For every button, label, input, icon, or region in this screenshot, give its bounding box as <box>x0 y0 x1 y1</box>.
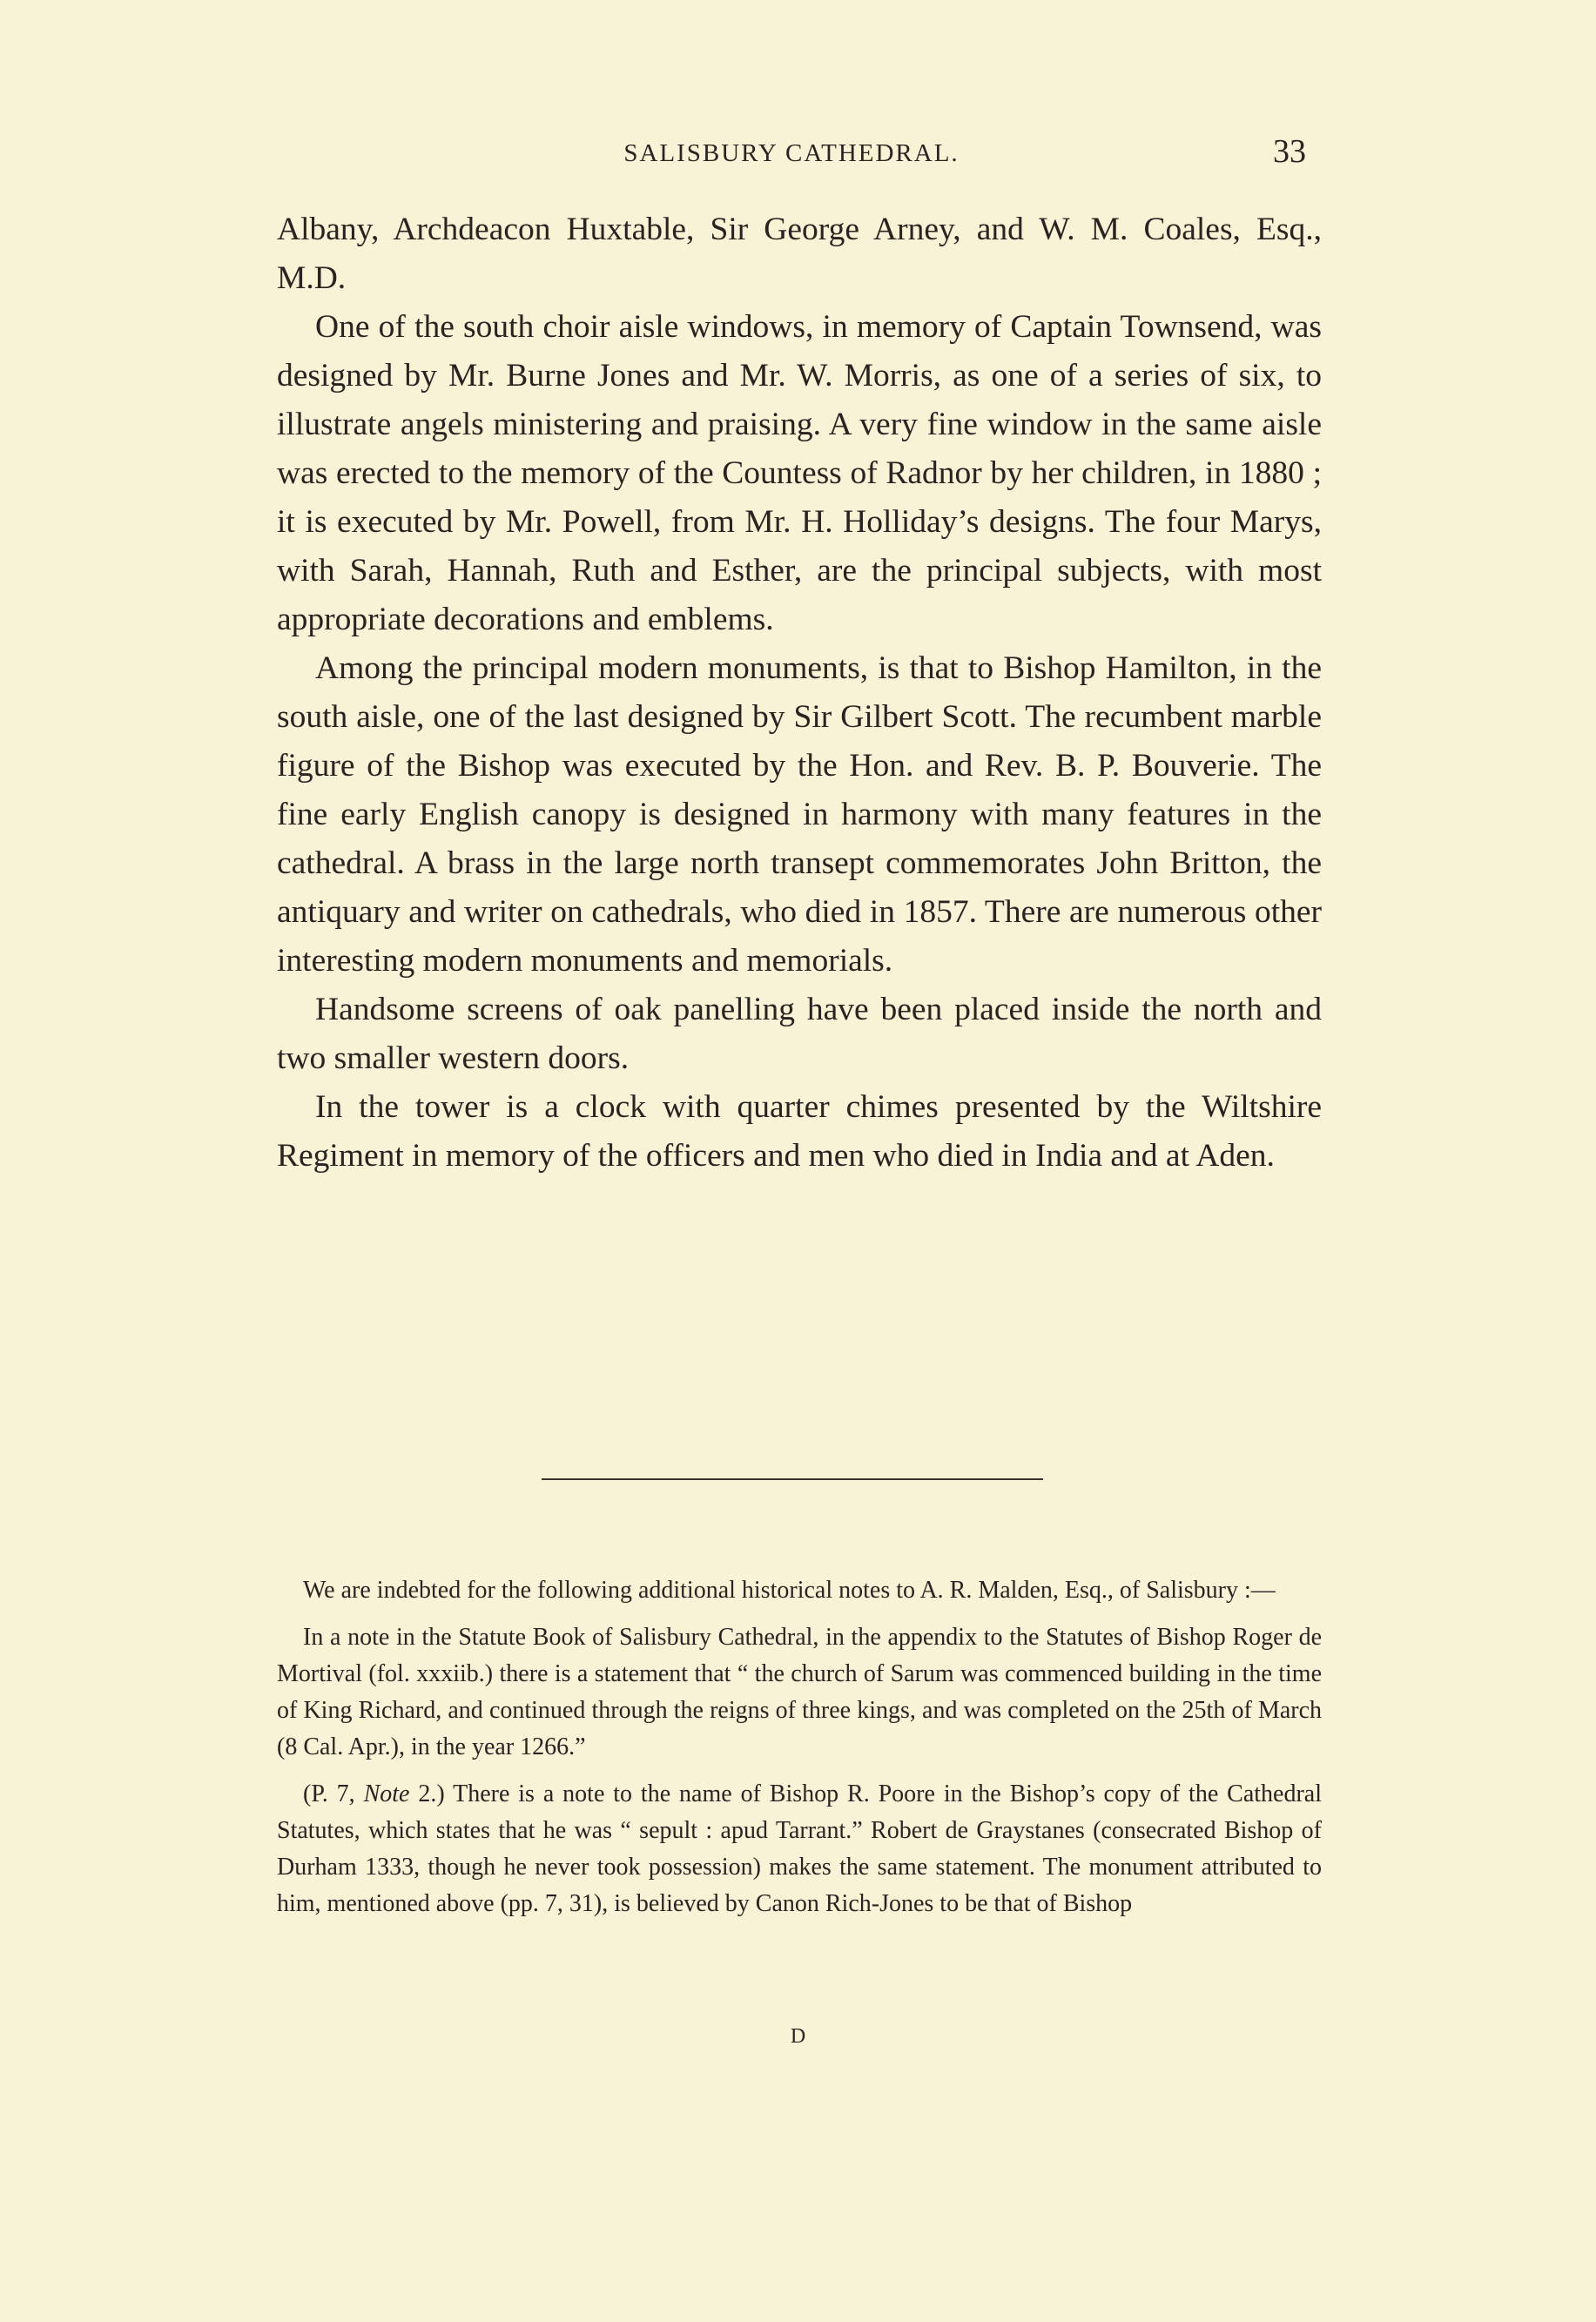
paragraph: Albany, Archdeacon Huxtable, Sir George Arney, and W. M. Coales, Esq., M.D. <box>277 212 1322 296</box>
paragraph: One of the south choir aisle windows, in memory of Captain Townsend, was designed by Mr. Burne Jones and Mr. W. Morris, as one of a series of six, to illustrate angels ministering and praising. A very fine window in the same aisle was erected to the memory of the Countess of Radnor by her children, in 1880 ; it is executed by Mr. Powell, from Mr. H. Holliday’s designs. The four Marys, with Sarah, Hannah, Ruth and Esther, are the principal subjects, with most appropriate decorations and emblems. <box>277 309 1322 637</box>
section-divider <box>542 1478 1043 1480</box>
note-paragraph: In a note in the Statute Book of Salisbury Cathedral, in the appendix to the Statutes of Bishop Roger de Mortival (fol. xxxiib.) there is a statement that “ the church of Sarum was commenced building in the time of King Richard, and continued through the reigns of three kings, and was completed on the 25th of March (8 Cal. Apr.), in the year 1266.” <box>277 1624 1322 1760</box>
paragraph: Handsome screens of oak panelling have been placed inside the north and two smaller western doors. <box>277 992 1322 1076</box>
note-reference-end: 2.) <box>409 1780 445 1807</box>
paragraph: In the tower is a clock with quarter chimes presented by the Wiltshire Regiment in memory of the officers and men who died in India and at Aden. <box>277 1089 1322 1174</box>
additional-notes <box>277 1572 1322 1922</box>
note-reference-italic: Note <box>363 1780 410 1807</box>
paragraph: Among the principal modern monuments, is that to Bishop Hamilton, in the south aisle, one of the last designed by Sir Gilbert Scott. The recumbent marble figure of the Bishop was executed by the Hon. and Rev. B. P. Bouverie. The fine early English canopy is designed in harmony with many features in the cathedral. A brass in the large north transept commemorates John Britton, the antiquary and writer on cathedrals, who died in 1857. There are numerous other interesting modern monuments and memorials. <box>277 650 1322 979</box>
running-title: SALISBURY CATHEDRAL. <box>623 139 960 167</box>
running-head <box>277 132 1306 176</box>
signature-mark: D <box>790 2025 806 2048</box>
note-reference: (P. 7, <box>303 1780 364 1807</box>
page-number: 33 <box>1273 133 1306 170</box>
note-text: There is a note to the name of Bishop R. Poore in the Bishop’s copy of the Cathedral Statutes, which states that he was “ sepult : apud Tarrant.” Robert de Graystanes (consecrated Bishop of Durham 1333, though he never took possession) makes the same statement. The monument attributed to him, mentioned above (pp. 7, 31), is believed by Canon Rich-Jones to be that of Bishop <box>277 1780 1323 1917</box>
notes-intro: We are indebted for the following additional historical notes to A. R. Malden, Esq., of Salisbury :— <box>303 1577 1276 1604</box>
main-text <box>277 205 1322 1181</box>
note-paragraph <box>277 1776 1322 1922</box>
